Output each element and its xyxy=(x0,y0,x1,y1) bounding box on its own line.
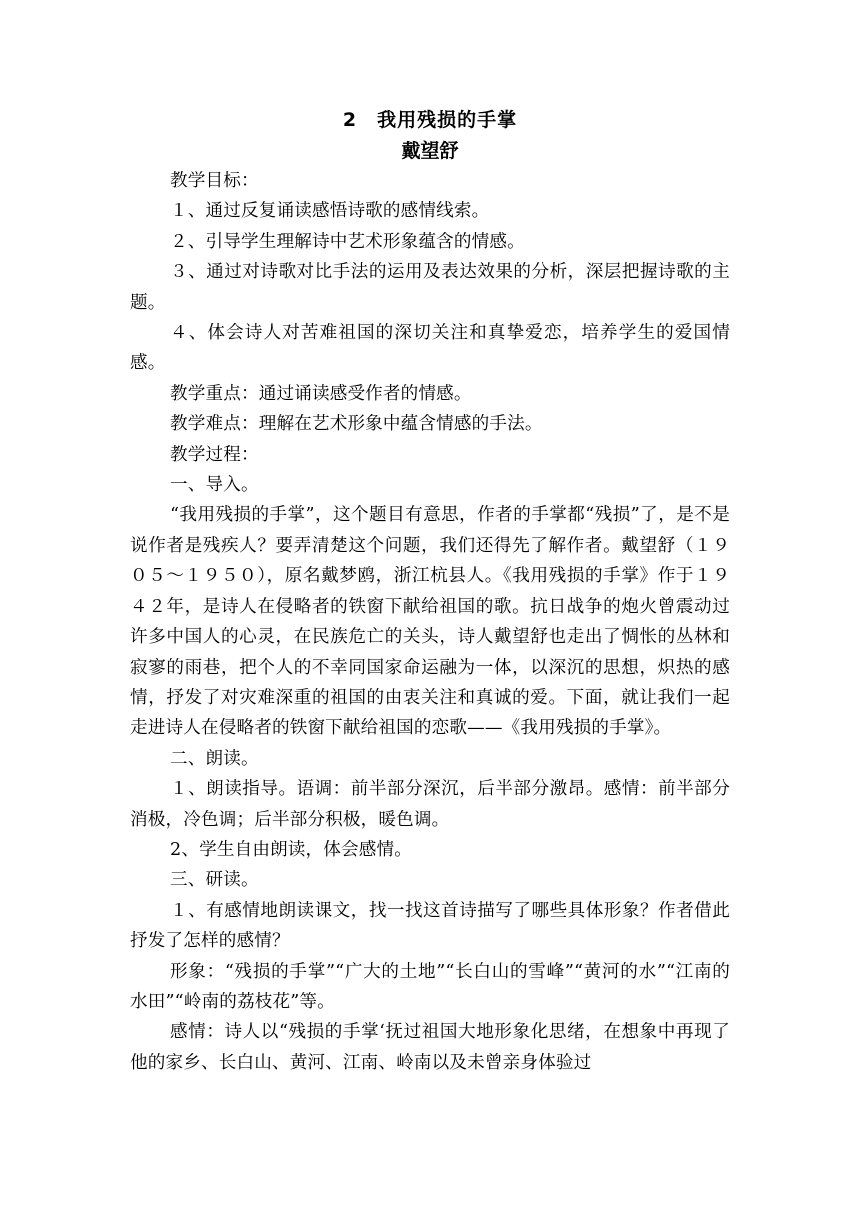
teaching-key-point: 教学重点：通过诵读感受作者的情感。 xyxy=(170,383,472,404)
step-heading-intro: 一、导入。 xyxy=(170,475,259,496)
document-body xyxy=(130,166,730,1078)
step-heading-reading: 二、朗读。 xyxy=(170,748,259,769)
study-images: 形象：“残损的手掌”“广大的土地”“长白山的雪峰”“黄河的水”“江南的水田”“岭南的荔枝花”等。 xyxy=(130,961,730,1012)
objective-item-3: ３、通过对诗歌对比手法的运用及表达效果的分析，深层把握诗歌的主题。 xyxy=(130,262,730,313)
document-page xyxy=(130,104,730,1078)
document-author: 戴望舒 xyxy=(401,140,459,162)
objective-item-2: ２、引导学生理解诗中艺术形象蕴含的情感。 xyxy=(170,231,525,252)
section-heading-objectives: 教学目标： xyxy=(170,171,259,191)
reading-free: 2、学生自由朗读，体会感情。 xyxy=(170,839,413,860)
document-title: 2 我用残损的手掌 xyxy=(342,109,518,131)
teaching-difficulty: 教学难点：理解在艺术形象中蕴含情感的手法。 xyxy=(170,414,543,435)
objective-item-4: ４、体会诗人对苦难祖国的深切关注和真挚爱恋，培养学生的爱国情感。 xyxy=(130,323,730,374)
intro-paragraph: “我用残损的手掌”，这个题目有意思，作者的手掌都“残损”了，是不是说作者是残疾人？要弄清楚这个问题，我们还得先了解作者。戴望舒（１９０５～１９５０），原名戴梦鸥，浙江杭县人。《我用残损的手掌》作于１９４２年，是诗人在侵略者的铁窗下献给祖国的歌。抗日战争的炮火曾震动过许多中国人的心灵，在民族危亡的关头，诗人戴望舒也走出了惆怅的丛林和寂寥的雨巷，把个人的不幸同国家命运融为一体，以深沉的思想，炽热的感情，抒发了对灾难深重的祖国的由衷关注和真诚的爱。下面，就让我们一起走进诗人在侵略者的铁窗下献给祖国的恋歌——《我用残损的手掌》。 xyxy=(130,505,730,739)
step-heading-study: 三、研读。 xyxy=(170,870,259,891)
study-emotion: 感情：诗人以“残损的手掌‘抚过祖国大地形象化思绪，在想象中再现了他的家乡、长白山、黄河、江南、岭南以及未曾亲身体验过 xyxy=(130,1022,730,1073)
study-question-1: １、有感情地朗读课文，找一找这首诗描写了哪些具体形象？作者借此抒发了怎样的感情？ xyxy=(130,900,730,952)
reading-guidance: １、朗读指导。语调：前半部分深沉，后半部分激昂。感情：前半部分消极，冷色调；后半部分积极，暖色调。 xyxy=(130,779,730,830)
objective-item-1: １、通过反复诵读感悟诗歌的感情线索。 xyxy=(170,201,490,222)
section-heading-process: 教学过程： xyxy=(170,444,259,465)
